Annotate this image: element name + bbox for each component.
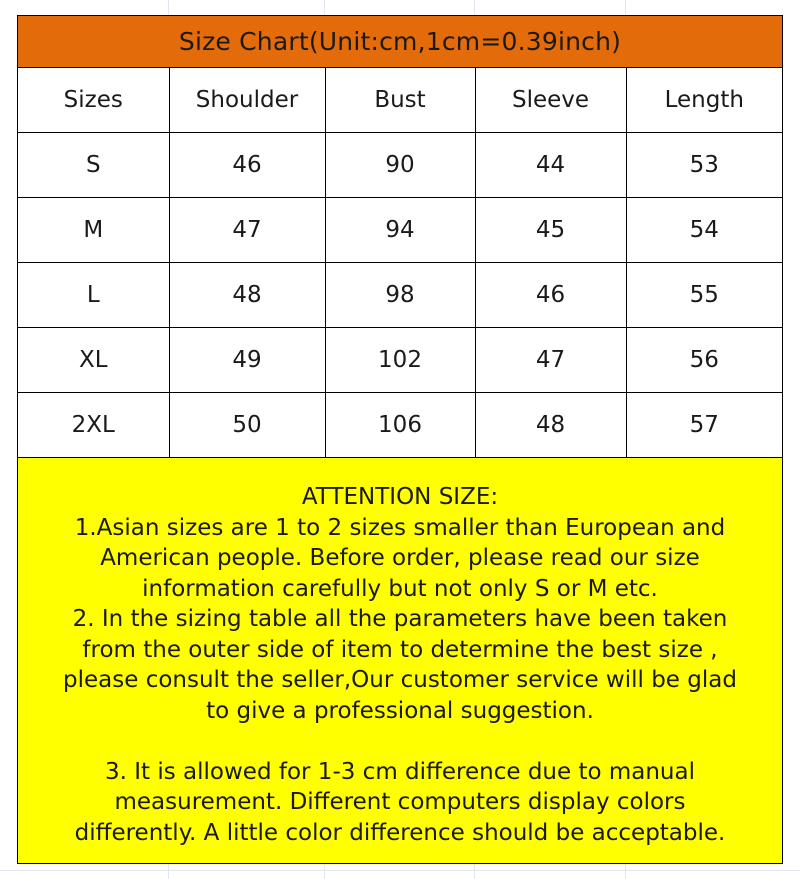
bust-cell: 98 xyxy=(325,263,475,328)
length-cell: 53 xyxy=(626,133,782,198)
length-cell: 54 xyxy=(626,198,782,263)
size-chart xyxy=(17,15,783,864)
notice-line: 1.Asian sizes are 1 to 2 sizes smaller than European and xyxy=(74,514,726,541)
size-cell: XL xyxy=(18,328,169,393)
bust-cell: 102 xyxy=(325,328,475,393)
length-cell: 57 xyxy=(626,393,782,458)
shoulder-cell: 47 xyxy=(169,198,325,263)
notice-line: information carefully but not only S or M etc. xyxy=(142,575,658,602)
sleeve-cell: 48 xyxy=(475,393,626,458)
table-row xyxy=(18,263,782,328)
sleeve-cell: 47 xyxy=(475,328,626,393)
shoulder-cell: 48 xyxy=(169,263,325,328)
header-cell: Bust xyxy=(325,68,475,133)
sleeve-cell: 44 xyxy=(475,133,626,198)
size-table xyxy=(18,68,782,458)
header-cell: Length xyxy=(626,68,782,133)
notice-line: 3. It is allowed for 1-3 cm difference due to manual xyxy=(105,758,695,785)
notice-heading: ATTENTION SIZE: xyxy=(301,484,499,510)
table-row xyxy=(18,133,782,198)
shoulder-cell: 46 xyxy=(169,133,325,198)
table-row xyxy=(18,198,782,263)
notice-line: please consult the seller,Our customer service will be glad xyxy=(63,667,737,693)
notice-line: differently. A little color difference should be acceptable. xyxy=(74,819,726,846)
header-cell: Sizes xyxy=(18,68,169,133)
size-cell: S xyxy=(18,133,169,198)
bust-cell: 94 xyxy=(325,198,475,263)
notice-line: measurement. Different computers display colors xyxy=(114,789,686,815)
notice-line: from the outer side of item to determine the best size , xyxy=(82,636,718,663)
table-row xyxy=(18,393,782,458)
sleeve-cell: 45 xyxy=(475,198,626,263)
table-header-row xyxy=(18,68,782,133)
notice-line: to give a professional suggestion. xyxy=(206,697,594,724)
bust-cell: 106 xyxy=(325,393,475,458)
bust-cell: 90 xyxy=(325,133,475,198)
size-cell: L xyxy=(18,263,169,328)
header-cell: Shoulder xyxy=(169,68,325,133)
shoulder-cell: 49 xyxy=(169,328,325,393)
size-cell: M xyxy=(18,198,169,263)
table-row xyxy=(18,328,782,393)
shoulder-cell: 50 xyxy=(169,393,325,458)
notice-spacer xyxy=(18,726,782,757)
size-chart-title: Size Chart(Unit:cm,1cm=0.39inch) xyxy=(18,16,782,68)
header-cell: Sleeve xyxy=(475,68,626,133)
background-guide-line xyxy=(0,870,800,871)
size-cell: 2XL xyxy=(18,393,169,458)
sleeve-cell: 46 xyxy=(475,263,626,328)
notice-line: 2. In the sizing table all the parameters have been taken xyxy=(72,606,728,632)
attention-notice xyxy=(18,458,782,863)
length-cell: 56 xyxy=(626,328,782,393)
notice-line: American people. Before order, please read our size xyxy=(100,545,700,571)
length-cell: 55 xyxy=(626,263,782,328)
